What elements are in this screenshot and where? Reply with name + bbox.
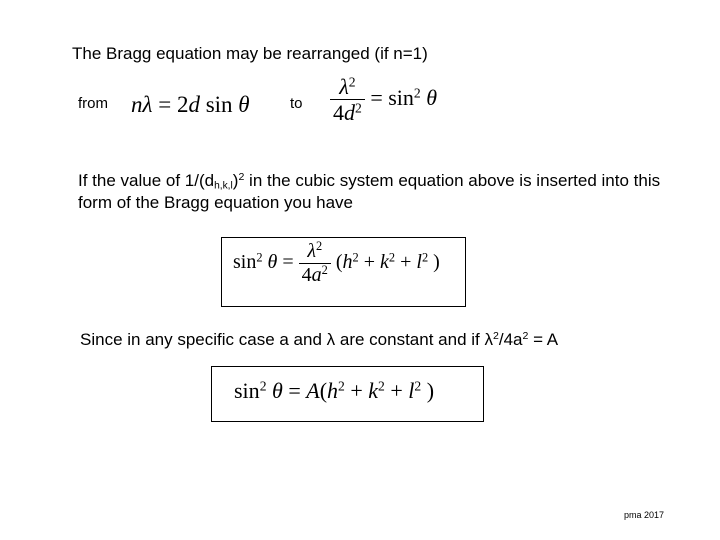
cubic-bragg-equation: $\sin^2 \theta$ = $\frac{\lambda^2}{4a^2}$ ($h^2 + k^2 + l^2$ ) <box>233 239 440 286</box>
explanation-paragraph: If the value of $1/(d_{h,k,l})^2$ in the cubic system equation above is inserted into this form of the Bragg equation you have <box>78 171 661 212</box>
footer-credit: pma 2017 <box>624 510 665 520</box>
simplified-equation: $\sin^2 \theta = A(h^2 + k^2 + l^2$ ) <box>234 378 435 403</box>
bragg-equation: nλ = 2d sin θ <box>131 92 250 117</box>
from-label: from <box>78 95 108 112</box>
to-label: to <box>290 95 303 112</box>
rearranged-bragg-equation: $\frac{\lambda^2}{4d^2}$ = $\sin^2 \theta$ <box>330 74 437 126</box>
intro-text: The Bragg equation may be rearranged (if n=1) <box>72 44 428 63</box>
since-text: Since in any specific case a and λ are constant and if $\lambda^2/4a^2 = A$ <box>80 330 559 349</box>
